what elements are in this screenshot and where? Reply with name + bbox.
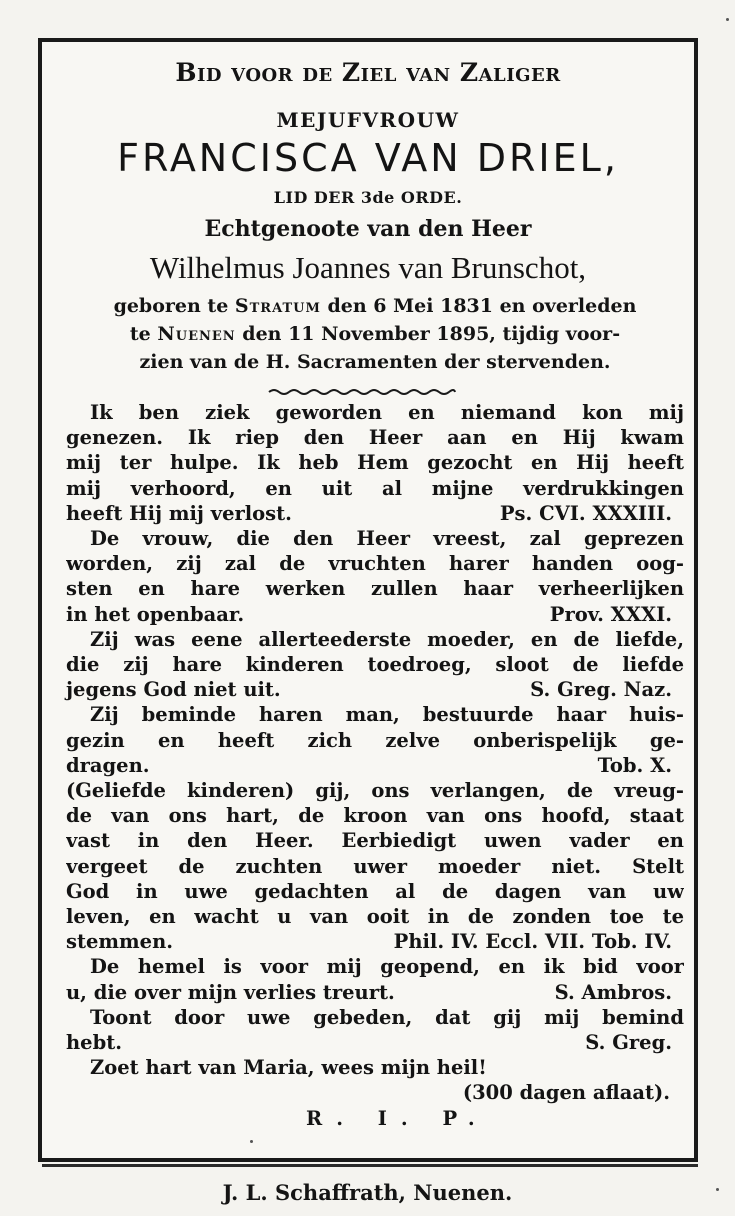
print-speck	[716, 1188, 719, 1191]
verse-line: vast in den Heer. Eerbiedigt uwen vader en	[66, 829, 684, 853]
verse-line: Zij beminde haren man, bestuurde haar huis-	[90, 703, 684, 727]
verse-last-line: hebt. S. Greg.	[66, 1031, 672, 1055]
heading-title: MEJUFVROUW	[276, 108, 460, 132]
verse-line: vergeet de zuchten uwer moeder niet. Stelt	[66, 854, 684, 878]
info-line-sacraments: zien van de H. Sacramenten der stervenden.	[139, 351, 611, 373]
print-speck	[250, 1140, 253, 1143]
verse-line: mij verhoord, en uit al mijne verdrukkingen	[66, 476, 684, 500]
print-speck	[726, 18, 729, 21]
verses-body	[66, 400, 684, 1131]
verse-reference: Tob. X.	[597, 753, 672, 777]
verse-line: Toont door uwe gebeden, dat gij mij bemind	[90, 1005, 684, 1029]
verse-ambrose	[66, 954, 684, 1004]
verse-children	[66, 778, 684, 954]
prayer-line: Zoet hart van Maria, wees mijn heil!	[90, 1056, 487, 1080]
verse-last-line: heeft Hij mij verlost. Ps. CVI. XXXIII.	[66, 501, 672, 525]
ornamental-divider	[267, 387, 457, 397]
verse-line: genezen. Ik riep den Heer aan en Hij kwam	[66, 426, 684, 450]
verse-line: Zij was eene allerteederste moeder, en de liefde,	[90, 627, 684, 651]
spouse-name: Wilhelmus Joannes van Brunschot,	[149, 250, 587, 285]
verse-line: God in uwe gedachten al de dagen van uw	[66, 879, 684, 903]
verse-line: De hemel is voor mij geopend, en ik bid voor	[90, 955, 684, 979]
verse-line: leven, en wacht u van ooit in de zonden toe te	[66, 905, 684, 929]
verse-line: die zij hare kinderen toedroeg, sloot de liefde	[66, 653, 684, 677]
verse-line: worden, zij zal de vruchten harer handen oog-	[66, 552, 684, 576]
verse-psalm	[66, 400, 684, 526]
verse-last-line: in het openbaar. Prov. XXXI.	[66, 602, 672, 626]
birth-place: Stratum	[234, 295, 321, 317]
verse-reference: Ps. CVI. XXXIII.	[499, 501, 672, 525]
verse-proverbs	[66, 526, 684, 627]
verse-line: mij ter hulpe. Ik heb Hem gezocht en Hij heeft	[66, 451, 684, 475]
verse-tobit-x	[66, 702, 684, 778]
heading-prayer-line: Bid voor de Ziel van Zaliger	[175, 58, 561, 87]
memorial-card	[38, 38, 698, 1162]
verse-last-line: stemmen. Phil. IV. Eccl. VII. Tob. IV.	[66, 930, 672, 954]
spouse-intro: Echtgenoote van den Heer	[204, 216, 532, 242]
verse-line: sten en hare werken zullen haar verheerlijken	[66, 577, 684, 601]
rip-line: R. I. P.	[306, 1106, 489, 1130]
order-membership: LID DER 3de ORDE.	[273, 188, 463, 207]
info-line-death: te Nuenen den 11 November 1895, tijdig voor-	[129, 323, 621, 345]
indulgence-note: (300 dagen aflaat).	[462, 1081, 670, 1105]
verse-last-line: jegens God niet uit. S. Greg. Naz.	[66, 678, 672, 702]
verse-reference: Phil. IV. Eccl. VII. Tob. IV.	[393, 930, 672, 954]
biographical-info	[70, 292, 680, 376]
verse-reference: Prov. XXXI.	[549, 602, 672, 626]
verse-line: De vrouw, die den Heer vreest, zal geprezen	[90, 527, 684, 551]
verse-reference: S. Greg.	[585, 1031, 672, 1055]
verse-last-line: dragen. Tob. X.	[66, 753, 672, 777]
verse-gregory	[66, 1005, 684, 1055]
deceased-name: FRANCISCA VAN DRIEL,	[117, 136, 619, 180]
verse-line: Ik ben ziek geworden en niemand kon mij	[90, 401, 684, 424]
printer-credit: J. L. Schaffrath, Nuenen.	[222, 1180, 513, 1205]
verse-line: de van ons hart, de kroon van ons hoofd, staat	[66, 804, 684, 828]
verse-last-line: u, die over mijn verlies treurt. S. Ambros.	[66, 980, 672, 1004]
verse-line: (Geliefde kinderen) gij, ons verlangen, de vreug-	[66, 779, 684, 803]
verse-reference: S. Greg. Naz.	[530, 678, 672, 702]
verse-line: gezin en heeft zich zelve onberispelijk ge-	[66, 728, 684, 752]
verse-gregory-naz	[66, 627, 684, 703]
death-place: Nuenen	[157, 323, 236, 345]
info-line-birth: geboren te Stratum den 6 Mei 1831 en overleden	[113, 295, 637, 317]
verse-reference: S. Ambros.	[554, 980, 672, 1004]
